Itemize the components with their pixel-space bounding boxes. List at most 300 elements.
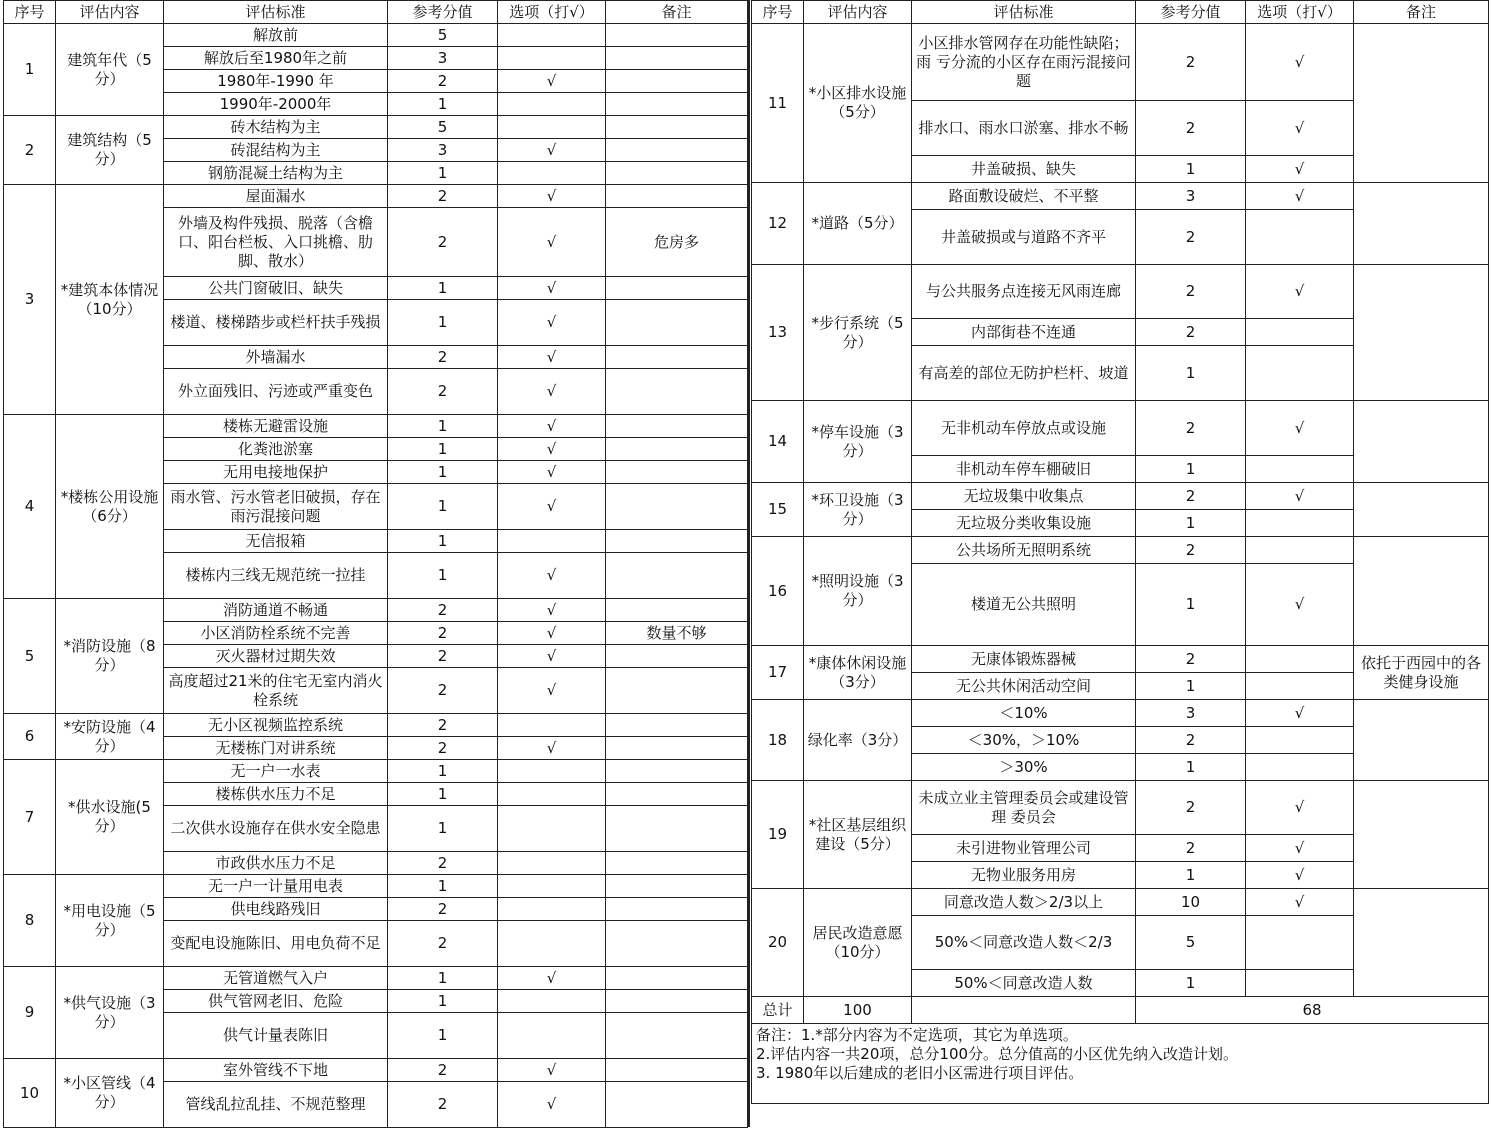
item-number: 14 [752,401,804,483]
score-cell: 5 [388,24,498,47]
item-content: *康体休闲设施（3分） [804,646,912,700]
item-content: *环卫设施（3分） [804,483,912,537]
option-cell [1246,916,1354,970]
item-content: 建筑年代（5分） [56,24,164,116]
option-cell: √ [1246,862,1354,889]
item-number: 13 [752,265,804,401]
remark-cell [606,484,748,530]
remark-cell [606,70,748,93]
option-cell [498,530,606,553]
remark-cell [606,346,748,369]
criteria-cell: 1990年-2000年 [164,93,388,116]
score-cell: 2 [388,898,498,921]
option-cell: √ [498,668,606,714]
right-header-row [752,1,1489,24]
score-cell: 2 [1136,210,1246,265]
item-content: *用电设施（5分） [56,875,164,967]
remark-cell [606,760,748,783]
score-cell: 2 [1136,401,1246,456]
header-remark: 备注 [606,1,748,24]
item-content: *社区基层组织建设（5分） [804,781,912,889]
score-cell: 1 [1136,456,1246,483]
criteria-cell: 50%＜同意改造人数＜2/3 [912,916,1136,970]
criteria-cell: 井盖破损或与道路不齐平 [912,210,1136,265]
remark-cell [606,714,748,737]
option-cell [498,898,606,921]
header-score: 参考分值 [388,1,498,24]
option-cell [1246,673,1354,700]
table-row [752,183,1489,210]
option-cell [498,93,606,116]
table-row [4,714,748,737]
table-row [752,537,1489,564]
criteria-cell: 供气管网老旧、危险 [164,990,388,1013]
right-evaluation-table [751,0,1489,1104]
option-cell [1246,510,1354,537]
criteria-cell: 无楼栋门对讲系统 [164,737,388,760]
table-row [4,185,748,208]
table-row [4,599,748,622]
criteria-cell: 无信报箱 [164,530,388,553]
score-cell: 1 [1136,970,1246,997]
table-row [752,781,1489,835]
option-cell [498,1013,606,1059]
score-cell: 1 [388,461,498,484]
score-cell: 2 [1136,537,1246,564]
remark-cell [1354,24,1489,183]
score-cell: 2 [1136,101,1246,156]
option-cell [1246,754,1354,781]
option-cell: √ [498,484,606,530]
criteria-cell: 无康体锻炼器械 [912,646,1136,673]
option-cell [498,116,606,139]
score-cell: 1 [388,484,498,530]
item-content: *建筑本体情况（10分） [56,185,164,415]
score-cell: 2 [388,369,498,415]
score-cell: 1 [388,438,498,461]
criteria-cell: 小区排水管网存在功能性缺陷；雨 亏分流的小区存在雨污混接问题 [912,24,1136,101]
option-cell [498,852,606,875]
table-row [4,967,748,990]
item-number: 6 [4,714,56,760]
item-content: *步行系统（5分） [804,265,912,401]
score-cell: 1 [388,875,498,898]
remark-cell [606,461,748,484]
criteria-cell: 楼栋内三线无规范统一拉挂 [164,553,388,599]
remark-cell [606,990,748,1013]
option-cell [1246,970,1354,997]
score-cell: 2 [388,668,498,714]
score-cell: 2 [388,737,498,760]
criteria-cell: 楼栋无避雷设施 [164,415,388,438]
option-cell [498,875,606,898]
score-cell: 3 [1136,183,1246,210]
header-seq: 序号 [4,1,56,24]
criteria-cell: 楼道无公共照明 [912,564,1136,646]
option-cell [1246,456,1354,483]
criteria-cell: 无垃圾集中收集点 [912,483,1136,510]
criteria-cell: 无公共休闲活动空间 [912,673,1136,700]
table-row [752,700,1489,727]
item-number: 4 [4,415,56,599]
option-cell [498,760,606,783]
remark-cell [1354,781,1489,889]
criteria-cell: 楼栋供水压力不足 [164,783,388,806]
option-cell [1246,210,1354,265]
criteria-cell: 供电线路残旧 [164,898,388,921]
item-number: 9 [4,967,56,1059]
remark-cell [1354,889,1489,997]
header-criteria: 评估标准 [912,1,1136,24]
score-cell: 2 [1136,727,1246,754]
item-content: 绿化率（3分） [804,700,912,781]
item-number: 7 [4,760,56,875]
left-evaluation-table [3,0,748,1128]
score-cell: 5 [1136,916,1246,970]
option-cell [498,783,606,806]
score-cell: 1 [388,162,498,185]
item-number: 17 [752,646,804,700]
option-cell: √ [1246,24,1354,101]
criteria-cell: 无非机动车停放点或设施 [912,401,1136,456]
option-cell [1246,646,1354,673]
option-cell [498,806,606,852]
item-content: *消防设施（8分） [56,599,164,714]
header-seq: 序号 [752,1,804,24]
remark-cell [606,668,748,714]
remark-cell [606,737,748,760]
item-number: 18 [752,700,804,781]
item-number: 3 [4,185,56,415]
score-cell: 1 [388,415,498,438]
score-cell: 1 [388,783,498,806]
score-cell: 2 [388,622,498,645]
score-cell: 10 [1136,889,1246,916]
option-cell [498,921,606,967]
score-cell: 2 [388,208,498,277]
item-number: 5 [4,599,56,714]
total-blank [912,997,1136,1024]
score-cell: 2 [388,1059,498,1082]
score-cell: 2 [388,1082,498,1128]
score-cell: 1 [388,990,498,1013]
remark-cell [606,1059,748,1082]
option-cell [498,24,606,47]
option-cell: √ [498,622,606,645]
remark-cell [606,47,748,70]
criteria-cell: 无管道燃气入户 [164,967,388,990]
option-cell: √ [498,599,606,622]
score-cell: 1 [388,277,498,300]
item-number: 16 [752,537,804,646]
header-score: 参考分值 [1136,1,1246,24]
item-number: 10 [4,1059,56,1128]
remark-cell [1354,265,1489,401]
remark-cell [606,852,748,875]
total-score: 68 [1136,997,1489,1024]
score-cell: 1 [1136,754,1246,781]
criteria-cell: 解放后至1980年之前 [164,47,388,70]
criteria-cell: 灭火器材过期失效 [164,645,388,668]
criteria-cell: 无一户一计量用电表 [164,875,388,898]
criteria-cell: 非机动车停车棚破旧 [912,456,1136,483]
criteria-cell: 砖木结构为主 [164,116,388,139]
criteria-cell: 雨水管、污水管老旧破损，存在雨污混接问题 [164,484,388,530]
remark-cell [606,185,748,208]
option-cell [498,162,606,185]
note-line-3: 3. 1980年以后建成的老旧小区需进行项目评估。 [756,1064,1084,1082]
item-number: 19 [752,781,804,889]
criteria-cell: 排水口、雨水口淤塞、排水不畅 [912,101,1136,156]
remark-cell [606,1082,748,1128]
table-row [752,646,1489,673]
score-cell: 2 [388,70,498,93]
remark-cell [1354,401,1489,483]
criteria-cell: 路面敷设破烂、不平整 [912,183,1136,210]
table-row [4,1059,748,1082]
option-cell [498,990,606,1013]
remark-cell [606,415,748,438]
score-cell: 2 [1136,781,1246,835]
score-cell: 1 [388,553,498,599]
table-row [4,760,748,783]
score-cell: 3 [388,139,498,162]
criteria-cell: 二次供水设施存在供水安全隐患 [164,806,388,852]
item-content: *小区管线（4分） [56,1059,164,1128]
criteria-cell: 外立面残旧、污迹或严重变色 [164,369,388,415]
table-row [752,483,1489,510]
criteria-cell: 1980年-1990 年 [164,70,388,93]
table-row [4,875,748,898]
item-content: *照明设施（3分） [804,537,912,646]
remark-cell [1354,537,1489,646]
option-cell: √ [498,70,606,93]
option-cell: √ [498,553,606,599]
criteria-cell: 无用电接地保护 [164,461,388,484]
header-content: 评估内容 [56,1,164,24]
score-cell: 1 [388,93,498,116]
table-row [4,116,748,139]
remark-cell [606,967,748,990]
option-cell: √ [498,1059,606,1082]
criteria-cell: 钢筋混凝土结构为主 [164,162,388,185]
option-cell: √ [1246,564,1354,646]
score-cell: 3 [1136,700,1246,727]
score-cell: 2 [388,921,498,967]
option-cell: √ [1246,101,1354,156]
remark-cell: 危房多 [606,208,748,277]
criteria-cell: 公共场所无照明系统 [912,537,1136,564]
left-header-row [4,1,748,24]
option-cell [1246,346,1354,401]
remark-cell [606,898,748,921]
note-line-1: 备注：1.*部分内容为不定选项，其它为单选项。 [756,1026,1078,1044]
option-cell: √ [498,645,606,668]
item-number: 15 [752,483,804,537]
criteria-cell: 管线乱拉乱挂、不规范整理 [164,1082,388,1128]
item-content: *安防设施（4分） [56,714,164,760]
criteria-cell: 未引进物业管理公司 [912,835,1136,862]
score-cell: 3 [388,47,498,70]
option-cell: √ [498,415,606,438]
note-line-2: 2.评估内容一共20项，总分100分。总分值高的小区优先纳入改造计划。 [756,1045,1239,1063]
item-number: 20 [752,889,804,997]
criteria-cell: 未成立业主管理委员会或建设管理 委员会 [912,781,1136,835]
remark-cell [606,530,748,553]
remark-cell [1354,483,1489,537]
remark-cell [606,139,748,162]
criteria-cell: 内部街巷不连通 [912,319,1136,346]
criteria-cell: 消防通道不畅通 [164,599,388,622]
criteria-cell: 楼道、楼梯踏步或栏杆扶手残损 [164,300,388,346]
remark-cell [1354,183,1489,265]
item-content: *小区排水设施（5分） [804,24,912,183]
remark-cell [606,599,748,622]
criteria-cell: 变配电设施陈旧、用电负荷不足 [164,921,388,967]
score-cell: 2 [388,714,498,737]
score-cell: 2 [1136,646,1246,673]
criteria-cell: 无一户一水表 [164,760,388,783]
remark-cell [606,116,748,139]
remark-cell [606,162,748,185]
criteria-cell: ＞30% [912,754,1136,781]
score-cell: 2 [1136,24,1246,101]
option-cell [1246,319,1354,346]
option-cell [498,47,606,70]
remark-cell [606,369,748,415]
option-cell: √ [498,737,606,760]
table-row [752,24,1489,101]
score-cell: 1 [1136,510,1246,537]
option-cell: √ [498,461,606,484]
criteria-cell: ＜30%，＞10% [912,727,1136,754]
option-cell: √ [498,185,606,208]
option-cell: √ [1246,483,1354,510]
score-cell: 2 [1136,483,1246,510]
criteria-cell: 无小区视频监控系统 [164,714,388,737]
header-remark: 备注 [1354,1,1489,24]
score-cell: 2 [388,645,498,668]
item-content: 建筑结构（5分） [56,116,164,185]
option-cell: √ [1246,401,1354,456]
header-option: 选项（打√） [1246,1,1354,24]
option-cell: √ [498,277,606,300]
score-cell: 1 [1136,862,1246,889]
criteria-cell: ＜10% [912,700,1136,727]
item-content: *供水设施(5分） [56,760,164,875]
criteria-cell: 化粪池淤塞 [164,438,388,461]
score-cell: 2 [388,599,498,622]
option-cell: √ [498,346,606,369]
option-cell: √ [1246,156,1354,183]
criteria-cell: 外墙及构件残损、脱落（含檐口、阳台栏板、入口挑檐、肋脚、散水） [164,208,388,277]
item-content: *停车设施（3分） [804,401,912,483]
remark-cell [606,438,748,461]
table-row [4,415,748,438]
table-row [4,24,748,47]
option-cell: √ [1246,700,1354,727]
score-cell: 1 [1136,564,1246,646]
criteria-cell: 50%＜同意改造人数 [912,970,1136,997]
item-number: 2 [4,116,56,185]
remark-cell [606,921,748,967]
remark-cell [606,1013,748,1059]
remark-cell: 数量不够 [606,622,748,645]
criteria-cell: 无垃圾分类收集设施 [912,510,1136,537]
item-number: 11 [752,24,804,183]
option-cell [498,714,606,737]
criteria-cell: 外墙漏水 [164,346,388,369]
score-cell: 1 [388,806,498,852]
header-option: 选项（打√） [498,1,606,24]
item-content: *楼栋公用设施（6分） [56,415,164,599]
remark-cell [606,553,748,599]
header-criteria: 评估标准 [164,1,388,24]
table-row [752,401,1489,456]
criteria-cell: 与公共服务点连接无风雨连廊 [912,265,1136,319]
criteria-cell: 供气计量表陈旧 [164,1013,388,1059]
score-cell: 2 [1136,265,1246,319]
total-row [752,997,1489,1024]
notes-cell [752,1024,1489,1104]
option-cell: √ [498,300,606,346]
option-cell [1246,537,1354,564]
remark-cell [606,93,748,116]
notes-row [752,1024,1489,1104]
item-number: 1 [4,24,56,116]
criteria-cell: 公共门窗破旧、缺失 [164,277,388,300]
criteria-cell: 小区消防栓系统不完善 [164,622,388,645]
column-divider [748,0,750,1127]
score-cell: 1 [388,530,498,553]
header-content: 评估内容 [804,1,912,24]
item-content: *道路（5分） [804,183,912,265]
option-cell: √ [1246,835,1354,862]
criteria-cell: 井盖破损、缺失 [912,156,1136,183]
remark-cell [606,875,748,898]
score-cell: 1 [388,967,498,990]
score-cell: 2 [388,852,498,875]
score-cell: 2 [1136,319,1246,346]
option-cell: √ [498,208,606,277]
option-cell: √ [1246,781,1354,835]
remark-cell [606,783,748,806]
option-cell: √ [1246,183,1354,210]
remark-cell [606,24,748,47]
remark-cell: 依托于西园中的各类健身设施 [1354,646,1489,700]
table-row [752,265,1489,319]
criteria-cell: 有高差的部位无防护栏杆、坡道 [912,346,1136,401]
remark-cell [606,277,748,300]
option-cell [1246,727,1354,754]
total-label: 总计 [752,997,804,1024]
item-number: 12 [752,183,804,265]
score-cell: 1 [388,300,498,346]
option-cell: √ [1246,265,1354,319]
score-cell: 2 [1136,835,1246,862]
score-cell: 1 [388,1013,498,1059]
option-cell: √ [498,438,606,461]
score-cell: 1 [1136,673,1246,700]
option-cell: √ [1246,889,1354,916]
criteria-cell: 屋面漏水 [164,185,388,208]
score-cell: 1 [1136,156,1246,183]
criteria-cell: 市政供水压力不足 [164,852,388,875]
criteria-cell: 室外管线不下地 [164,1059,388,1082]
option-cell: √ [498,967,606,990]
total-content: 100 [804,997,912,1024]
score-cell: 1 [1136,346,1246,401]
